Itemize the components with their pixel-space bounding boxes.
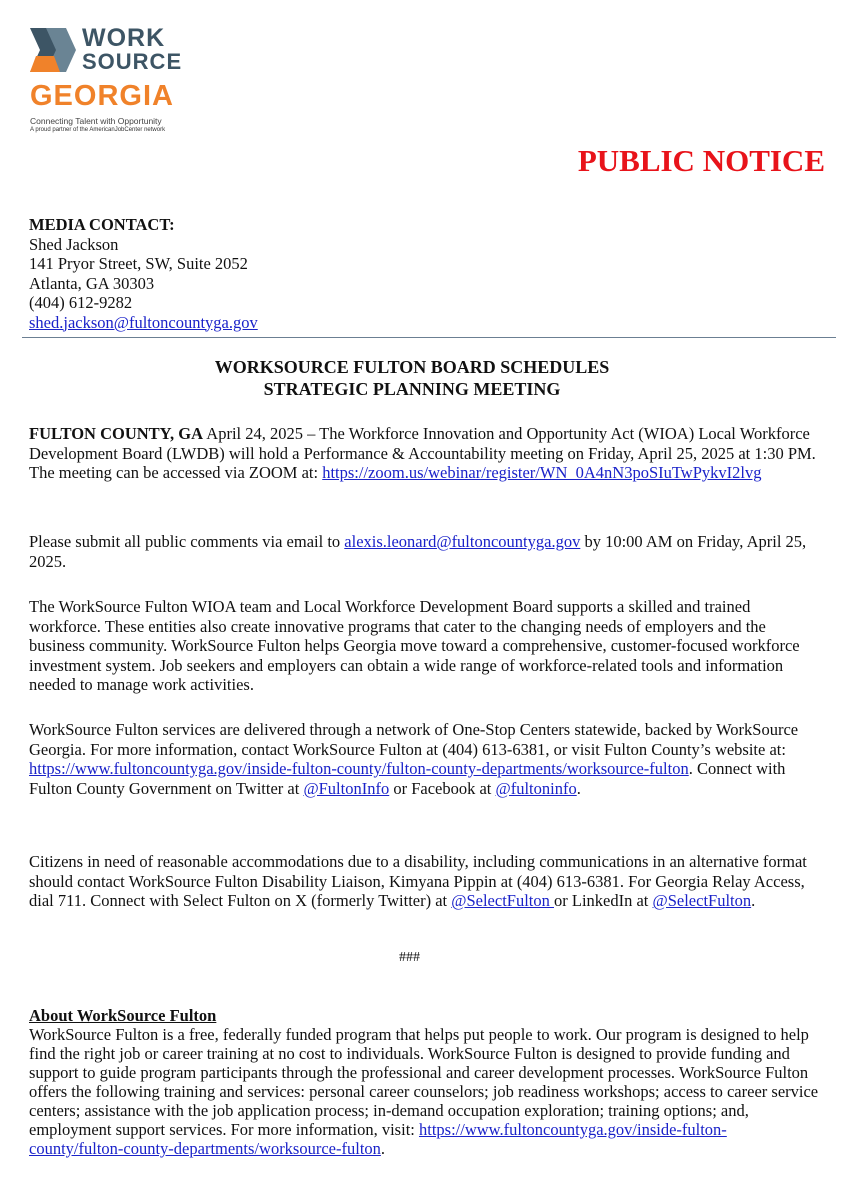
logo-word-source: SOURCE	[82, 49, 183, 74]
contact-phone: (404) 612-9282	[29, 293, 133, 312]
services-text-twitter: . Connect with Fulton County Government on Twitter at	[29, 759, 786, 798]
contact-address-line2: Atlanta, GA 30303	[29, 273, 155, 293]
contact-address-line1: 141 Pryor Street, SW, Suite 2052	[29, 254, 248, 273]
linkedin-selectfulton-link[interactable]: @SelectFulton	[652, 891, 752, 910]
services-text-facebook: or Facebook at	[389, 778, 496, 798]
x-selectfulton-link[interactable]: @SelectFulton	[451, 891, 554, 910]
logo-tagline: Connecting Talent with Opportunity	[30, 116, 162, 126]
paragraph-services	[29, 720, 821, 798]
announcement-text: April 24, 2025 – The Workforce Innovation and Opportunity Act (WIOA) Local Workforce Development Board (LWDB) will hold a Performance & Accountability meeting on Friday, April 25, 2025 at 1:30 PM. The meeting can be accessed via ZOOM at:	[29, 424, 816, 482]
media-contact-label: MEDIA CONTACT:	[29, 215, 175, 234]
public-notice-title: PUBLIC NOTICE	[577, 143, 825, 178]
horizontal-divider	[22, 337, 836, 338]
logo-word-georgia: GEORGIA	[30, 80, 174, 112]
accommodations-text: Citizens in need of reasonable accommodations due to a disability, including communications in an alternative format should contact WorkSource Fulton Disability Liaison, Kimyana Pippin at (404) 613-6381. For Georgia Relay Access, dial 711. Connect with Select Fulton on X (formerly Twitter) at	[29, 852, 807, 910]
comments-text-after: by 10:00 AM on Friday, April 25, 2025.	[29, 532, 807, 571]
contact-name: Shed Jackson	[29, 234, 119, 254]
services-text: WorkSource Fulton services are delivered through a network of One-Stop Centers statewide, backed by WorkSource Georgia. For more information, contact WorkSource Fulton at (404) 613-6381, or visit Fulton County’s website at:	[29, 720, 799, 759]
end-separator: ###	[399, 950, 420, 965]
media-contact-block	[29, 215, 258, 332]
accommodations-text-linkedin: or LinkedIn at	[554, 891, 653, 910]
comments-email-link[interactable]: alexis.leonard@fultoncountyga.gov	[344, 532, 581, 551]
headline	[0, 356, 824, 400]
accommodations-period: .	[751, 891, 756, 910]
paragraph-accommodations	[29, 852, 821, 911]
dateline: FULTON COUNTY, GA	[29, 424, 204, 443]
paragraph-public-comments	[29, 532, 821, 571]
comments-text-before: Please submit all public comments via email to	[29, 532, 345, 551]
worksource-georgia-logo	[28, 24, 208, 136]
headline-line1: WORKSOURCE FULTON BOARD SCHEDULES	[214, 357, 610, 377]
county-website-link[interactable]: https://www.fultoncountyga.gov/inside-fulton-county/fulton-county-departments/worksource-fulton	[29, 759, 689, 778]
about-text: WorkSource Fulton is a free, federally funded program that helps put people to work. Our program is designed to help find the right job or career training at no cost to individuals. WorkSource Fulton is designed to provide funding and support to guide program participants through the professional and career development processes. WorkSource Fulton offers the following training and services: personal career counselors; job readiness workshops; access to career service centers; assistance with the job application process; in-demand occupation exploration; training options; and, employment support services. For more information, visit:	[29, 1025, 819, 1139]
twitter-fultoninfo-link[interactable]: @FultonInfo	[303, 778, 390, 798]
headline-line2: STRATEGIC PLANNING MEETING	[263, 379, 561, 399]
paragraph-about-team: The WorkSource Fulton WIOA team and Local Workforce Development Board supports a skilled and trained workforce. These entities also create innovative programs that cater to the changing needs of employers and the business community. WorkSource Fulton helps Georgia move toward a comprehensive, customer-focused workforce investment system. Job seekers and employers can obtain a wide range of workforce-related tools and information needed to manage work activities.	[29, 597, 800, 694]
paragraph-announcement	[29, 424, 821, 483]
logo-word-work: WORK	[82, 24, 166, 52]
about-heading: About WorkSource Fulton	[29, 1006, 217, 1025]
about-period: .	[380, 1139, 386, 1158]
zoom-registration-link[interactable]: https://zoom.us/webinar/register/WN_0A4nN3poSIuTwPykvI2lvg	[322, 463, 762, 482]
services-period: .	[576, 778, 581, 798]
about-website-link[interactable]: https://www.fultoncountyga.gov/inside-fulton-county/fulton-county-departments/worksource-fulton	[29, 1120, 727, 1158]
logo-mark-icon	[30, 28, 76, 72]
logo-partner-line: A proud partner of the AmericanJobCenter network	[30, 127, 166, 133]
facebook-fultoninfo-link[interactable]: @fultoninfo	[495, 778, 577, 798]
contact-email-link[interactable]: shed.jackson@fultoncountyga.gov	[29, 312, 258, 332]
about-section	[29, 1006, 821, 1158]
